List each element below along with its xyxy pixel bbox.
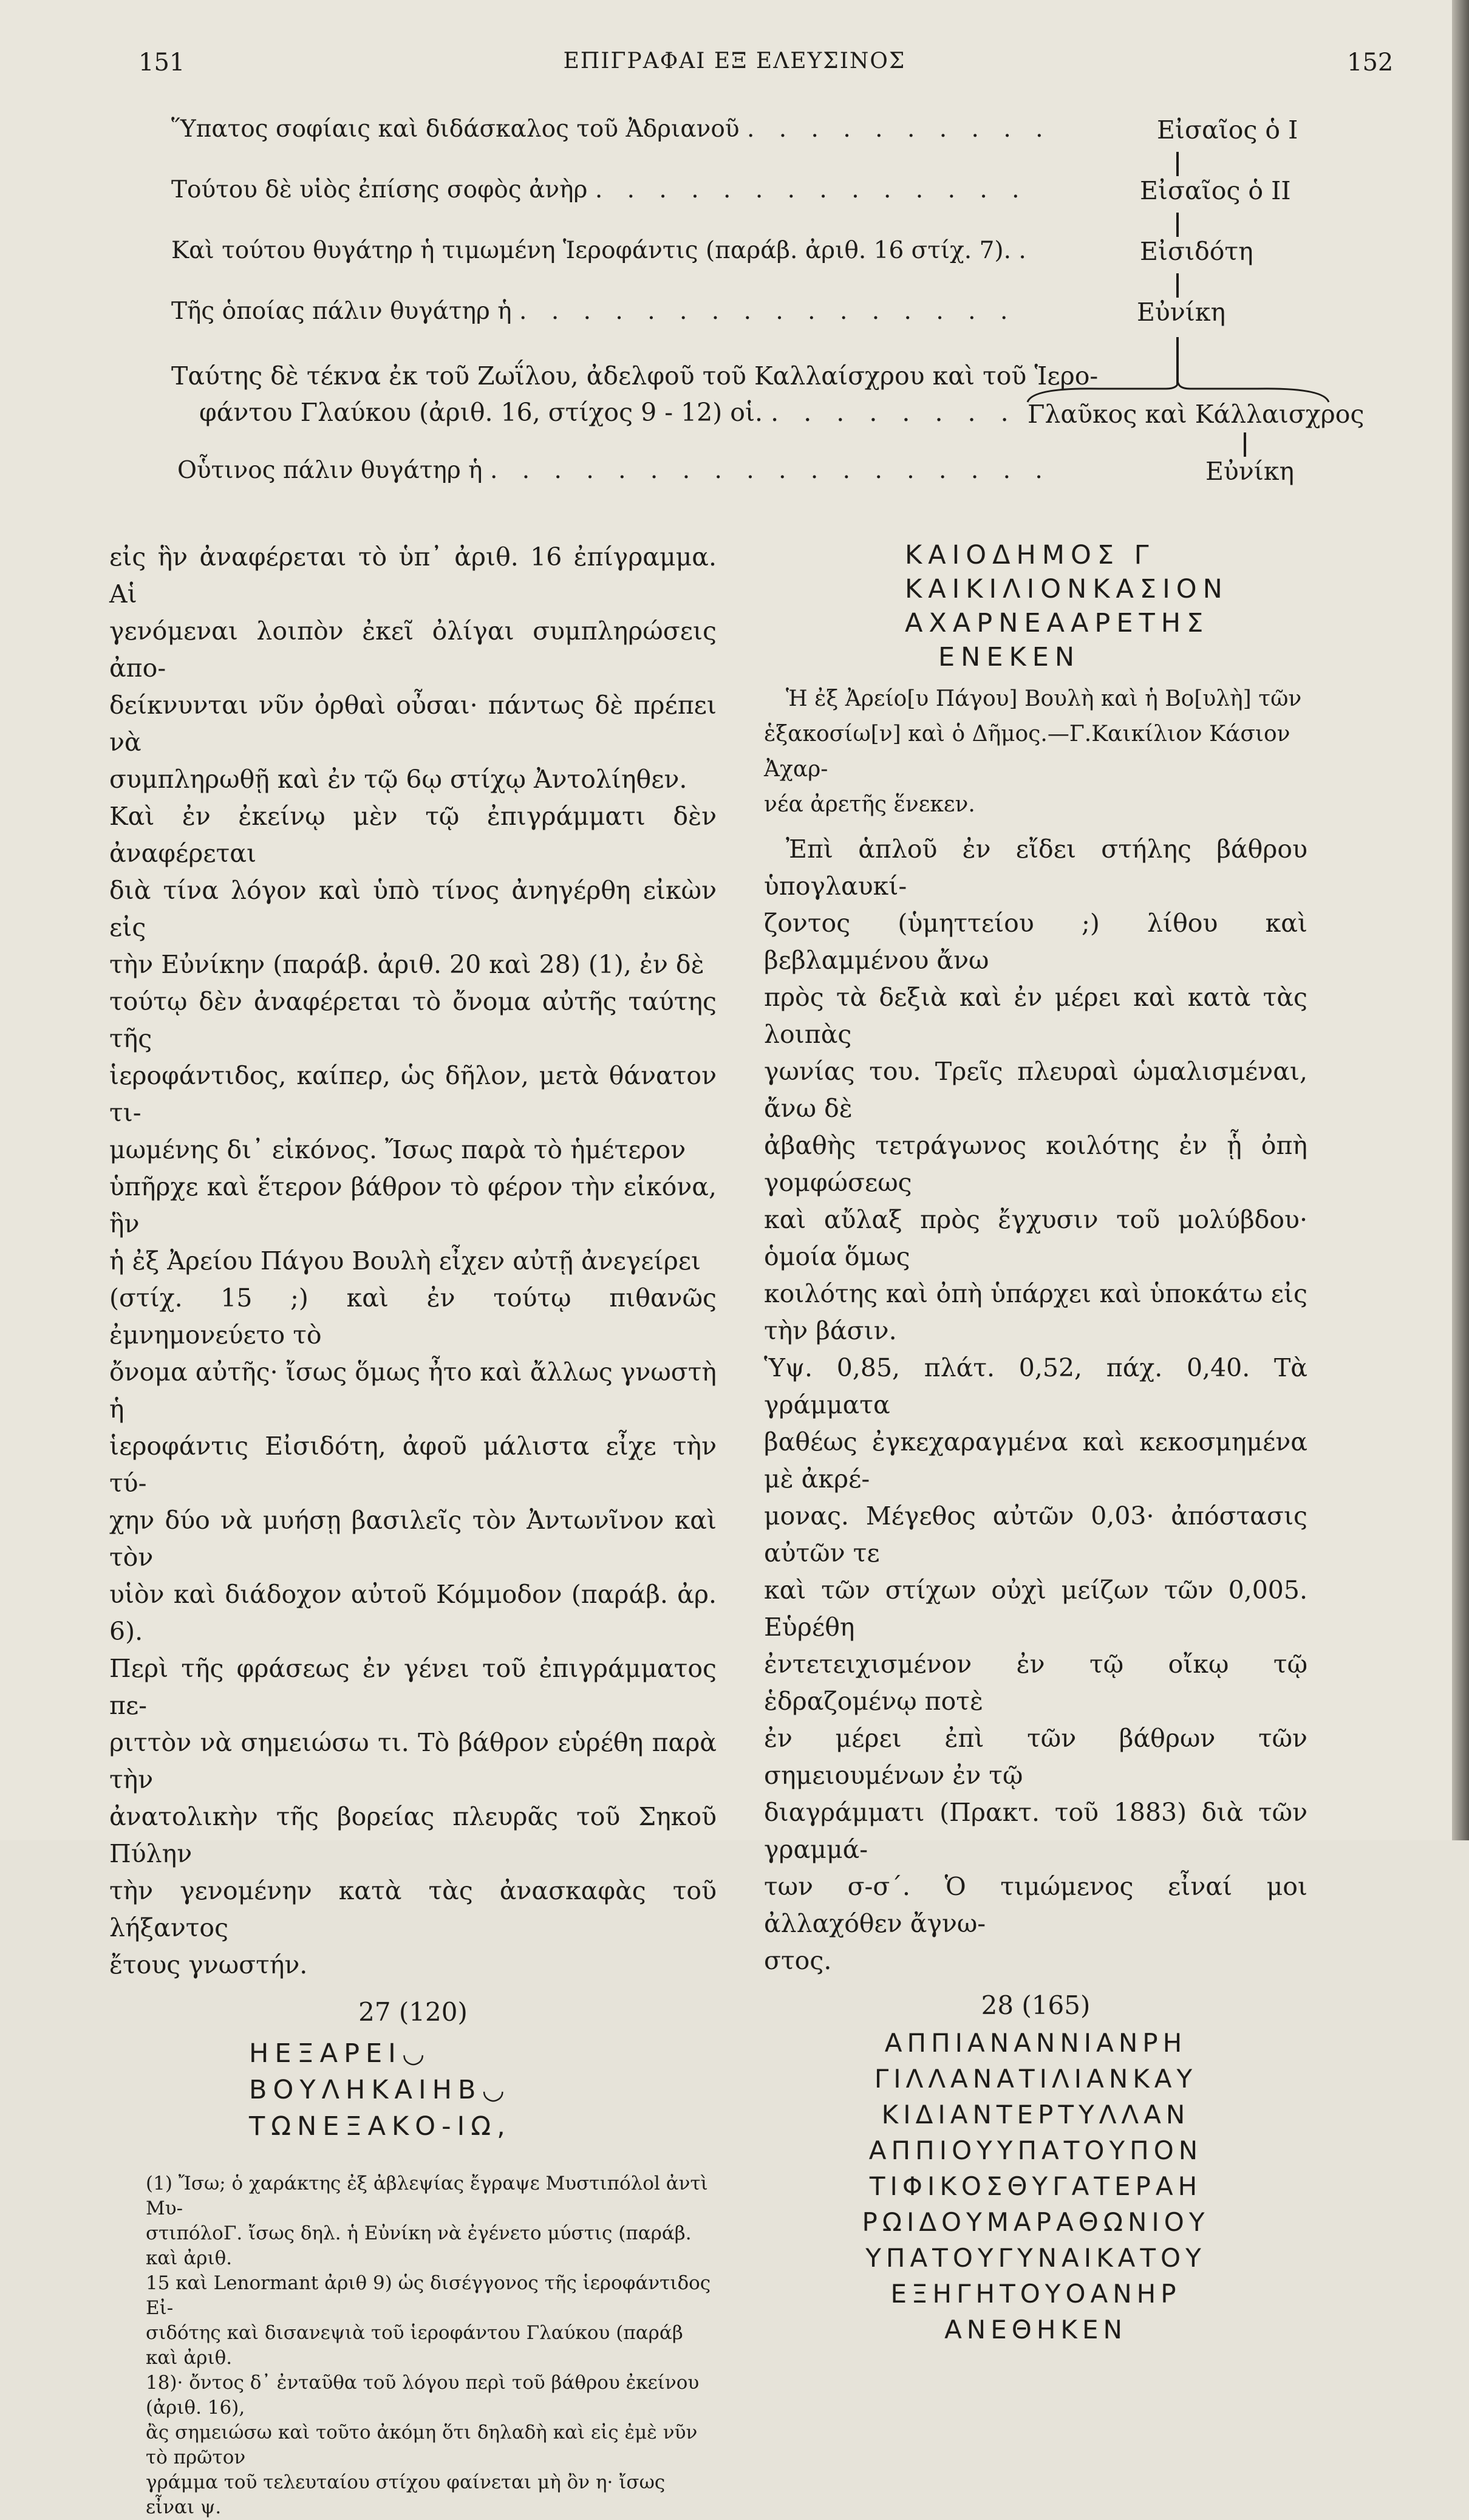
genealogy-row <box>199 398 1017 427</box>
footnote <box>146 2171 717 2520</box>
genealogy-text: Καὶ τούτου θυγάτηρ ἡ τιμωμένη Ἱεροφάντις (παράβ. ἀριθ. 16 στίχ. 7). <box>171 237 1012 264</box>
inscription-line: ΕΝΕΚΕΝ <box>938 642 1081 672</box>
inscription-line: ΗΕΞΑΡΕΙ◡ <box>249 2038 431 2069</box>
text-line: ἀνατολικὴν τῆς βορείας πλευρᾶς τοῦ Σηκοῦ Πύλην <box>109 1802 717 1868</box>
inscription-line: ΤΙΦΙΚΟΣΘΥΓΑΤΕΡΑΗ <box>869 2171 1202 2201</box>
genealogy-name: Εὐνίκη <box>1205 457 1295 486</box>
genealogy-text: Τούτου δὲ υἱὸς ἐπίσης σοφὸς ἀνὴρ <box>171 176 588 203</box>
leader-dots: . . . . . . . . . . . . . . <box>595 176 1028 203</box>
text-line: διὰ τίνα λόγον καὶ ὑπὸ τίνος ἀνηγέρθη εἰκὼν εἰς <box>109 876 717 942</box>
genealogy-name: Εἰσιδότη <box>1140 237 1253 266</box>
text-line: ἀβαθὴς τετράγωνος κοιλότης ἐν ᾗ ὀπὴ γομφώσεως <box>764 1131 1307 1197</box>
genealogy-row <box>171 237 1035 264</box>
inscription-28-heading: 28 (165) <box>981 1990 1091 2020</box>
inscription-line: ΥΠΑΤΟΥΓΥΝΑΙΚΑΤΟΥ <box>865 2243 1206 2273</box>
text-line: διαγράμματι (Πρακτ. τοῦ 1883) διὰ τῶν γραμμά- <box>764 1798 1307 1864</box>
leader-dots: . . . . . . . . . . . . . . . . <box>519 298 1017 325</box>
footnote-line: γράμμα τοῦ τελευταίου στίχου φαίνεται μὴ ὂν η· ἴσως εἶναι ψ. <box>146 2471 666 2518</box>
right-column <box>764 538 1307 2348</box>
text-line: ὄνομα αὐτῆς· ἴσως ὅμως ἦτο καὶ ἄλλως γνωστὴ ἡ <box>109 1357 717 1424</box>
leader-dots: . . . . . . . . <box>771 398 1017 427</box>
inscription-line: ΑΝΕΘΗΚΕΝ <box>944 2315 1127 2344</box>
footnote-line: σιδότης καὶ δισανεψιὰ τοῦ ἱεροφάντου Γλαύκου (παράβ καὶ ἀριθ. <box>146 2322 683 2369</box>
text-line: ριττὸν νὰ σημειώσω τι. Τὸ βάθρον εὑρέθη παρὰ τὴν <box>109 1728 717 1794</box>
left-page-number: 151 <box>138 49 185 77</box>
text-line: ζοντος (ὑμηττείου ;) λίθου καὶ βεβλαμμένου ἄνω <box>764 909 1307 975</box>
footnote-line: 18)· ὄντος δ᾽ ἐνταῦθα τοῦ λόγου περὶ τοῦ βάθρου ἐκείνου (ἀριθ. 16), <box>146 2372 700 2419</box>
inscription-line: ΚΑΙΟΔΗΜΟΣ Γ <box>905 540 1155 570</box>
genealogy-row <box>171 361 1098 391</box>
text-line: τούτῳ δὲν ἀναφέρεται τὸ ὄνομα αὐτῆς ταύτης τῆς <box>109 987 717 1053</box>
genealogy-text: Τῆς ὁποίας πάλιν θυγάτηρ ἡ <box>171 298 512 325</box>
inscription-line: ΑΠΠΙΟΥΥΠΑΤΟΥΠΟΝ <box>868 2136 1203 2165</box>
inscription-line: ΚΙΔΙΑΝΤΕΡΤΥΛΛΑΝ <box>881 2100 1190 2129</box>
inscription-line: ΓΙΛΛΑΝΑΤΙΛΙΑΝΚΑΥ <box>874 2064 1198 2094</box>
lineage-line <box>1244 432 1246 457</box>
inscription-28-text <box>764 2025 1307 2348</box>
text-line: των σ-σ΄. Ὁ τιμώμενος εἶναί μοι ἀλλαχόθεν ἄγνω- <box>764 1872 1307 1938</box>
text-line: Ὑψ. 0,85, πλάτ. 0,52, πάχ. 0,40. Τὰ γράμματα <box>764 1353 1307 1419</box>
genealogy-name: Εἰσαῖος ὁ I <box>1157 115 1298 145</box>
footnote-line: 15 καὶ Lenormant ἀριθ 9) ὡς δισέγγονος τῆς ἱεροφάντιδος Εἰ- <box>146 2272 711 2319</box>
lineage-line <box>1176 337 1179 384</box>
text-line: (στίχ. 15 ;) καὶ ἐν τούτῳ πιθανῶς ἐμνημονεύετο τὸ <box>109 1283 717 1350</box>
translation-line: νέα ἀρετῆς ἕνεκεν. <box>764 792 975 817</box>
text-line: ὑπῆρχε καὶ ἕτερον βάθρον τὸ φέρον τὴν εἰκόνα, ἣν <box>109 1172 717 1238</box>
genealogy-text: φάντου Γλαύκου (ἀριθ. 16, στίχος 9 - 12) οἱ. <box>199 398 763 427</box>
translation <box>764 681 1307 822</box>
text-line: τὴν Εὐνίκην (παράβ. ἀριθ. 20 καὶ 28) (1), ἐν δὲ <box>109 950 704 979</box>
brace-bracket <box>1026 381 1330 406</box>
genealogy-text: Ὕπατος σοφίαις καὶ διδάσκαλος τοῦ Ἀδριανοῦ <box>171 115 740 143</box>
footnote-line: στιπόλοΓ. ἴσως δηλ. ἡ Εὐνίκη νὰ ἐγένετο μύστις (παράβ. καὶ ἀριθ. <box>146 2222 692 2269</box>
inscription-line: ΤΩΝΕΞΑΚΟ-ΙΩ, <box>249 2111 511 2142</box>
page-edge-shadow <box>1452 0 1469 1840</box>
text-line: ἔτους γνωστήν. <box>109 1950 308 1979</box>
text-line: συμπληρωθῇ καὶ ἐν τῷ 6ῳ στίχῳ Ἀντολίηθεν. <box>109 765 687 794</box>
text-line: μωμένης δι᾽ εἰκόνος. Ἴσως παρὰ τὸ ἡμέτερον <box>109 1135 686 1164</box>
genealogy-name: Εἰσαῖος ὁ II <box>1140 176 1291 205</box>
right-page-number: 152 <box>1347 49 1394 77</box>
text-line: υἱὸν καὶ διάδοχον αὐτοῦ Κόμμοδον (παράβ. ἀρ. 6). <box>109 1580 717 1646</box>
inscription-line: ΡΩΙΔΟΥΜΑΡΑΘΩΝΙΟΥ <box>862 2207 1210 2237</box>
text-line: εἰς ἣν ἀναφέρεται τὸ ὑπ᾽ ἀριθ. 16 ἐπίγραμμα. Αἱ <box>109 542 717 609</box>
inscription-line: ΕΞΗΓΗΤΟΥΟΑΝΗΡ <box>890 2279 1181 2309</box>
genealogy-text: Ταύτης δὲ τέκνα ἐκ τοῦ Ζωΐλου, ἀδελφοῦ τοῦ Καλλαίσχρου καὶ τοῦ Ἱερο- <box>171 361 1099 391</box>
genealogy-name: Γλαῦκος καὶ Κάλλαισχρος <box>1028 400 1365 429</box>
text-line: γενόμεναι λοιπὸν ἐκεῖ ὀλίγαι συμπληρώσεις ἀπο- <box>109 616 717 683</box>
genealogy-row <box>177 457 1051 484</box>
genealogy-text: Οὗτινος πάλιν θυγάτηρ ἡ <box>177 457 483 484</box>
leader-dots: . . . . . . . . . . <box>746 115 1052 143</box>
right-body-text <box>764 831 1307 1979</box>
text-line: καὶ αὔλαξ πρὸς ἔγχυσιν τοῦ μολύβδου· ὁμοία ὅμως <box>764 1205 1307 1271</box>
text-line: μονας. Μέγεθος αὐτῶν 0,03· ἀπόστασις αὐτῶν τε <box>764 1501 1307 1568</box>
text-line: ἐντετειχισμένον ἐν τῷ οἴκῳ τῷ ἑδραζομένῳ ποτὲ <box>764 1650 1307 1716</box>
text-line: Καὶ ἐν ἐκείνῳ μὲν τῷ ἐπιγράμματι δὲν ἀναφέρεται <box>109 802 717 868</box>
translation-line: ἑξακοσίω[ν] καὶ ὁ Δῆμος.—Γ.Καικίλιον Κάσιον Ἀχαρ- <box>764 722 1290 782</box>
inscription-27-text <box>249 2035 717 2145</box>
text-line: ἱεροφάντιδος, καίπερ, ὡς δῆλον, μετὰ θάνατον τι- <box>109 1061 717 1127</box>
left-body-text <box>109 539 717 1984</box>
left-column <box>109 539 717 2520</box>
text-line: κοιλότης καὶ ὀπὴ ὑπάρχει καὶ ὑποκάτω εἰς τὴν βάσιν. <box>764 1279 1307 1345</box>
text-line: ἐν μέρει ἐπὶ τῶν βάθρων τῶν σημειουμένων ἐν τῷ <box>764 1724 1307 1790</box>
text-line: γωνίας του. Τρεῖς πλευραὶ ὡμαλισμέναι, ἄνω δὲ <box>764 1057 1307 1123</box>
inscription-line: ΒΟΥΛΗΚΑΙΗΒ◡ <box>249 2075 511 2105</box>
leader-dots: . . . . . . . . . . . . . . . . . . <box>489 457 1051 484</box>
genealogy-name: Εὐνίκη <box>1137 298 1226 327</box>
inscription-line: ΑΠΠΙΑΝΑΝΝΙΑΝΡΗ <box>884 2028 1187 2058</box>
text-line: βαθέως ἐγκεχαραγμένα καὶ κεκοσμημένα μὲ ἀκρέ- <box>764 1427 1307 1494</box>
footnote-line: (1) Ἴσω; ὁ χαράκτης ἐξ ἀβλεψίας ἔγραψε Μυστιπόλοl ἀντὶ Μυ- <box>146 2173 708 2219</box>
text-line: ἱεροφάντις Εἰσιδότη, ἀφοῦ μάλιστα εἶχε τὴν τύ- <box>109 1432 717 1498</box>
text-line: Ἐπὶ ἁπλοῦ ἐν εἴδει στήλης βάθρου ὑπογλαυκί- <box>764 835 1307 901</box>
genealogy-row <box>171 176 1028 203</box>
text-line: δείκνυνται νῦν ὀρθαὶ οὖσαι· πάντως δὲ πρέπει νὰ <box>109 691 717 757</box>
inscription-line: ΑΧΑΡΝΕΑΑΡΕΤΗΣ <box>905 608 1210 638</box>
inscription-top-text <box>905 538 1307 674</box>
running-title: ΕΠΙΓΡΑΦΑΙ ΕΞ ΕΛΕΥΣΙΝΟΣ <box>563 49 906 73</box>
text-line: ἡ ἐξ Ἀρείου Πάγου Βουλὴ εἶχεν αὐτῇ ἀνεγείρει <box>109 1246 701 1275</box>
lineage-line <box>1176 152 1179 176</box>
translation-line: Ἡ ἐξ Ἀρείο[υ Πάγου] Βουλὴ καὶ ἡ Βο[υλὴ] τῶν <box>786 686 1302 711</box>
lineage-line <box>1176 273 1179 298</box>
text-line: πρὸς τὰ δεξιὰ καὶ ἐν μέρει καὶ κατὰ τὰς λοιπὰς <box>764 983 1307 1049</box>
text-line: στος. <box>764 1946 832 1975</box>
genealogy-row <box>171 115 1052 143</box>
inscription-line: ΚΑΙΚΙΛΙΟΝΚΑΣΙΟΝ <box>905 574 1229 604</box>
leader-dots: . <box>1018 237 1035 264</box>
text-line: Περὶ τῆς φράσεως ἐν γένει τοῦ ἐπιγράμματος πε- <box>109 1654 717 1720</box>
text-line: χην δύο νὰ μυήσῃ βασιλεῖς τὸν Ἀντωνῖνον καὶ τὸν <box>109 1506 717 1572</box>
lineage-line <box>1176 213 1179 237</box>
footnote-line: ἂς σημειώσω καὶ τοῦτο ἀκόμη ὅτι δηλαδὴ καὶ εἰς ἐμὲ νῦν τὸ πρῶτον <box>146 2422 698 2468</box>
text-line: τὴν γενομένην κατὰ τὰς ἀνασκαφὰς τοῦ λήξαντος <box>109 1876 717 1942</box>
text-line: καὶ τῶν στίχων οὐχὶ μείζων τῶν 0,005. Εὑρέθη <box>764 1576 1307 1642</box>
genealogy-row <box>171 298 1016 325</box>
inscription-27-heading: 27 (120) <box>358 1997 468 2027</box>
